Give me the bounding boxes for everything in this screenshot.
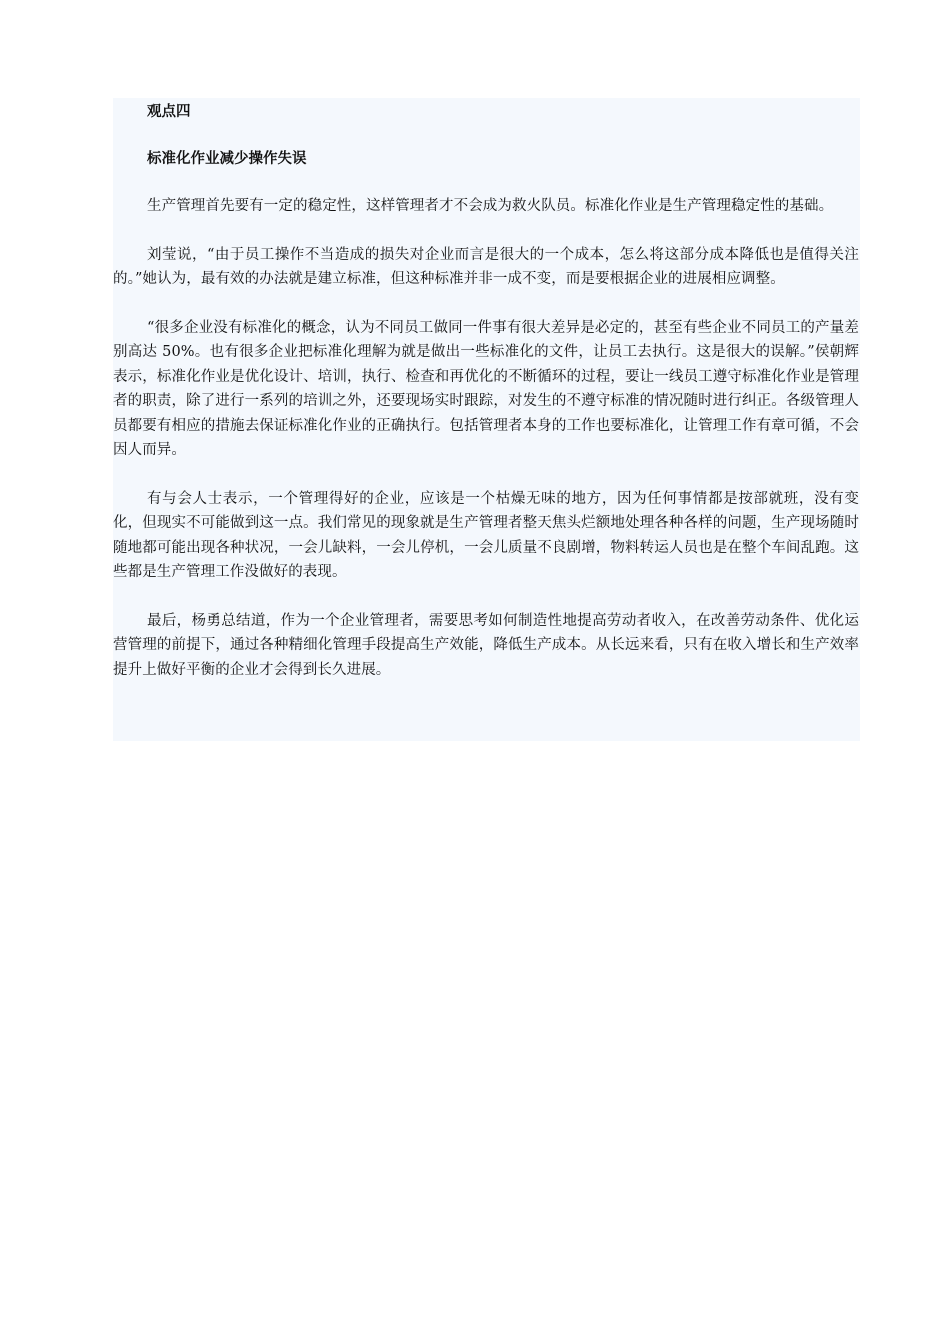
paragraph: “很多企业没有标准化的概念，认为不同员工做同一件事有很大差异是必定的，甚至有些企业不同员工的产量差别高达 50%。也有很多企业把标准化理解为就是做出一些标准化的文件，让员工去执行。这是很大的误解。”侯朝辉表示，标准化作业是优化设计、培训，执行、检查和再优化的不断循环的过程，要让一线员工遵守标准化作业是管理者的职责，除了进行一系列的培训之外，还要现场实时跟踪，对发生的不遵守标准的情况随时进行纠正。各级管理人员都要有相应的措施去保证标准化作业的正确执行。包括管理者本身的工作也要标准化，让管理工作有章可循，不会因人而异。 xyxy=(113,319,859,458)
article-subtitle: 标准化作业减少操作失误 xyxy=(147,151,307,167)
paragraph: 最后，杨勇总结道，作为一个企业管理者，需要思考如何制造性地提高劳动者收入，在改善劳动条件、优化运营管理的前提下，通过各种精细化管理手段提高生产效能，降低生产成本。从长远来看，只有在收入增长和生产效率提升上做好平衡的企业才会得到长久进展。 xyxy=(113,612,859,678)
paragraph: 生产管理首先要有一定的稳定性，这样管理者才不会成为救火队员。标准化作业是生产管理稳定性的基础。 xyxy=(147,198,834,214)
article-body xyxy=(113,100,859,682)
paragraph: 刘莹说，“由于员工操作不当造成的损失对企业而言是很大的一个成本，怎么将这部分成本降低也是值得关注的。”她认为，最有效的办法就是建立标准，但这种标准并非一成不变，而是要根据企业的进展相应调整。 xyxy=(113,246,859,287)
paragraph: 有与会人士表示，一个管理得好的企业，应该是一个枯燥无味的地方，因为任何事情都是按部就班，没有变化，但现实不可能做到这一点。我们常见的现象就是生产管理者整天焦头烂额地处理各种各样的问题，生产现场随时随地都可能出现各种状况，一会儿缺料，一会儿停机，一会儿质量不良剧增，物料转运人员也是在整个车间乱跑。这些都是生产管理工作没做好的表现。 xyxy=(113,490,859,580)
section-label: 观点四 xyxy=(147,104,191,120)
